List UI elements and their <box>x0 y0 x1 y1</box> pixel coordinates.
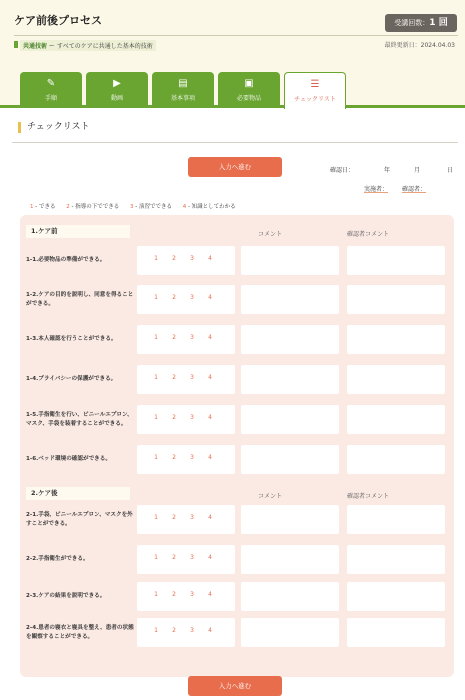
play-icon: ▶ <box>113 78 121 89</box>
checklist-item-label: 1-6.ベッド環境の確認ができる。 <box>26 456 111 462</box>
comment-field[interactable] <box>241 582 339 611</box>
checker-comment-column-header: 確認者コメント <box>347 493 390 500</box>
rating-option-2[interactable]: 2 <box>172 454 176 461</box>
count-label: 受講回数： <box>394 19 430 27</box>
comment-field[interactable] <box>241 285 339 314</box>
checklist-icon: ☰ <box>310 79 320 90</box>
subcategory <box>20 40 156 51</box>
comment-field[interactable] <box>241 405 339 434</box>
rating-option-3[interactable]: 3 <box>190 334 194 341</box>
rating-option-3[interactable]: 3 <box>190 554 194 561</box>
rating-selector[interactable] <box>137 325 235 354</box>
checklist-item-label: 1-3.本人確認を行うことができる。 <box>26 336 117 342</box>
checker-comment-column-header: 確認者コメント <box>347 231 390 238</box>
tab-procedure[interactable] <box>20 72 82 108</box>
rating-selector[interactable] <box>137 582 235 611</box>
signers <box>364 184 426 193</box>
comment-field[interactable] <box>241 325 339 354</box>
rating-option-3[interactable]: 3 <box>190 414 194 421</box>
tab-label: 手順 <box>44 95 57 102</box>
rating-selector[interactable] <box>137 545 235 574</box>
checklist-item-label: 1-2.ケアの目的を説明し、同意を得ることができる。 <box>26 291 134 307</box>
tab-label: 動画 <box>110 95 123 102</box>
tab-checklist[interactable] <box>284 72 346 109</box>
tab-bar <box>0 62 465 108</box>
category-marker <box>14 41 18 48</box>
rating-option-1[interactable]: 1 <box>154 255 158 262</box>
comment-column-header: コメント <box>258 231 283 238</box>
rating-option-1[interactable]: 1 <box>154 591 158 598</box>
legend-item: 2 - 指導の下でできる <box>66 204 120 210</box>
checklist-item-label: 2-2.手指衛生ができる。 <box>26 556 89 562</box>
rating-selector[interactable] <box>137 405 235 434</box>
date-label: 確認日： <box>330 167 355 174</box>
checker-comment-field[interactable] <box>347 582 445 611</box>
rating-option-1[interactable]: 1 <box>154 334 158 341</box>
rating-option-2[interactable]: 2 <box>172 591 176 598</box>
rating-option-2[interactable]: 2 <box>172 255 176 262</box>
tab-basics[interactable] <box>152 72 214 108</box>
rating-selector[interactable] <box>137 246 235 275</box>
rating-option-4[interactable]: 4 <box>208 514 212 521</box>
comment-field[interactable] <box>241 505 339 534</box>
date-year: 年 <box>384 167 391 174</box>
rating-option-2[interactable]: 2 <box>172 334 176 341</box>
attendance-count-badge <box>385 14 457 32</box>
page-title: ケア前後プロセス <box>14 14 102 27</box>
section-title: チェックリスト <box>18 122 90 133</box>
rating-option-4[interactable]: 4 <box>208 255 212 262</box>
rating-option-3[interactable]: 3 <box>190 374 194 381</box>
rating-option-2[interactable]: 2 <box>172 414 176 421</box>
rating-option-3[interactable]: 3 <box>190 627 194 634</box>
rating-selector[interactable] <box>137 505 235 534</box>
rating-option-3[interactable]: 3 <box>190 255 194 262</box>
rating-option-1[interactable]: 1 <box>154 627 158 634</box>
checklist-item-label: 2-4.患者の寝衣と寝具を整え、患者の状態を観察することができる。 <box>26 624 134 640</box>
practitioner-field[interactable]: 実施者： <box>364 186 389 193</box>
checklist-item-label: 2-3.ケアの結果を説明できる。 <box>26 593 106 599</box>
tab-label: 必要物品 <box>236 95 261 102</box>
rating-option-3[interactable]: 3 <box>190 294 194 301</box>
rating-selector[interactable] <box>137 285 235 314</box>
rating-selector[interactable] <box>137 618 235 647</box>
rating-option-3[interactable]: 3 <box>190 454 194 461</box>
rating-option-1[interactable]: 1 <box>154 454 158 461</box>
rating-option-3[interactable]: 3 <box>190 591 194 598</box>
comment-field[interactable] <box>241 445 339 474</box>
rating-selector[interactable] <box>137 445 235 474</box>
rating-option-1[interactable]: 1 <box>154 514 158 521</box>
legend-item: 4 - 知識としてわかる <box>182 204 236 210</box>
checker-comment-field[interactable] <box>347 505 445 534</box>
subcategory-label: 共通技術 <box>23 43 48 50</box>
proceed-to-input-button-top[interactable]: 入力へ進む <box>188 157 282 177</box>
rating-legend <box>30 202 245 210</box>
rating-option-2[interactable]: 2 <box>172 294 176 301</box>
checker-comment-field[interactable] <box>347 365 445 394</box>
rating-option-4[interactable]: 4 <box>208 627 212 634</box>
checker-field[interactable]: 確認者： <box>402 186 427 193</box>
last-updated: 最終更新日：2024.04.03 <box>384 42 455 49</box>
checker-comment-field[interactable] <box>347 285 445 314</box>
group-heading-before-care: 1.ケア前 <box>26 225 130 238</box>
rating-option-4[interactable]: 4 <box>208 554 212 561</box>
rating-option-1[interactable]: 1 <box>154 554 158 561</box>
legend-item: 3 - 演習でできる <box>129 204 172 210</box>
checklist-item-label: 1-4.プライバシーの保護ができる。 <box>26 376 117 382</box>
comment-field[interactable] <box>241 365 339 394</box>
rating-option-1[interactable]: 1 <box>154 414 158 421</box>
checker-comment-field[interactable] <box>347 246 445 275</box>
rating-option-4[interactable]: 4 <box>208 374 212 381</box>
checklist-item-label: 1-1.必要物品の準備ができる。 <box>26 257 106 263</box>
rating-option-2[interactable]: 2 <box>172 514 176 521</box>
tab-label: 基本事項 <box>170 95 195 102</box>
rating-option-4[interactable]: 4 <box>208 454 212 461</box>
group-heading-after-care: 2.ケア後 <box>26 487 130 500</box>
section-divider <box>12 142 458 143</box>
tab-supplies[interactable] <box>218 72 280 108</box>
checker-comment-field[interactable] <box>347 325 445 354</box>
legend-item: 1 - できる <box>30 204 56 210</box>
header <box>0 0 465 62</box>
items-icon: ▣ <box>244 78 254 89</box>
checklist-item-label: 1-5.手指衛生を行い、ビニールエプロン、マスク、手袋を装着することができる。 <box>26 411 133 427</box>
rating-option-4[interactable]: 4 <box>208 334 212 341</box>
date-day: 日 <box>447 167 454 174</box>
rating-option-4[interactable]: 4 <box>208 414 212 421</box>
rating-selector[interactable] <box>137 365 235 394</box>
checklist-item-label: 2-1.手袋、ビニールエプロン、マスクを外すことができる。 <box>26 511 133 527</box>
rating-option-2[interactable]: 2 <box>172 627 176 634</box>
checker-comment-field[interactable] <box>347 545 445 574</box>
count-value: 1 回 <box>429 18 448 28</box>
title-divider <box>14 35 458 36</box>
comment-column-header: コメント <box>258 493 283 500</box>
pencil-icon: ✎ <box>46 78 56 89</box>
rating-option-4[interactable]: 4 <box>208 294 212 301</box>
rating-option-3[interactable]: 3 <box>190 514 194 521</box>
comment-field[interactable] <box>241 618 339 647</box>
checker-comment-field[interactable] <box>347 618 445 647</box>
proceed-to-input-button-bottom[interactable]: 入力へ進む <box>188 676 282 696</box>
comment-field[interactable] <box>241 545 339 574</box>
tab-video[interactable] <box>86 72 148 108</box>
checker-comment-field[interactable] <box>347 445 445 474</box>
book-icon: ▤ <box>178 78 188 89</box>
rating-option-1[interactable]: 1 <box>154 374 158 381</box>
date-month: 月 <box>414 167 421 174</box>
checker-comment-field[interactable] <box>347 405 445 434</box>
rating-option-4[interactable]: 4 <box>208 591 212 598</box>
comment-field[interactable] <box>241 246 339 275</box>
rating-option-1[interactable]: 1 <box>154 294 158 301</box>
subcategory-text: ー すべてのケアに共通した基本的技術 <box>47 43 153 50</box>
rating-option-2[interactable]: 2 <box>172 554 176 561</box>
rating-option-2[interactable]: 2 <box>172 374 176 381</box>
tab-label: チェックリスト <box>294 96 336 103</box>
